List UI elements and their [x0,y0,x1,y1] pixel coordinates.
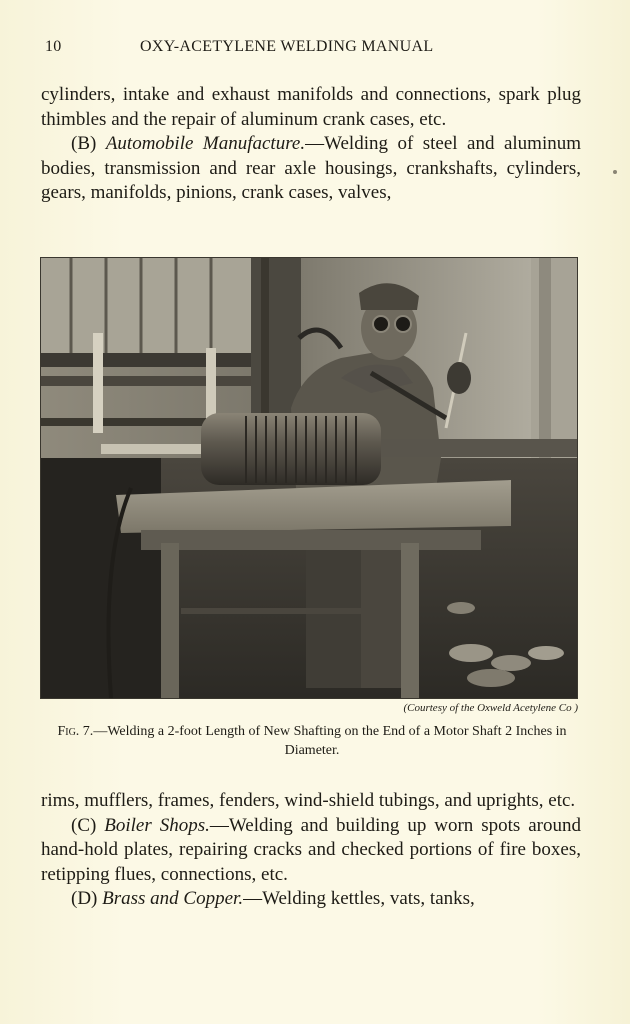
margin-mark [613,170,617,174]
running-head: OXY-ACETYLENE WELDING MANUAL [140,38,434,55]
page-header [45,38,590,60]
welding-photo-image [41,258,577,698]
paragraph-body: —Welding of steel and aluminum bodies, transmission and rear axle housings, crankshafts, cylinders, gears, manifolds, pinions, crank cases, valves, [41,133,582,204]
figure-caption-text: —Welding a 2-foot Length of New Shafting on the End of a Motor Shaft 2 Inches in Diameter. [93,724,567,758]
paragraph-body: —Welding and building up worn spots around hand-hold plates, repairing cracks and checked portions of fire boxes, retipping flues, connections, etc. [41,814,581,885]
paragraph-prefix: (D) [71,888,103,910]
figure-label: Fig. 7. [57,724,94,739]
paragraph-prefix: (B) [71,133,106,155]
paragraph-automobile-manufacture [41,132,581,206]
bottom-text-block [41,789,581,912]
paragraph-continuation-rims: rims, mufflers, frames, fenders, wind-shield tubings, and uprights, etc. [41,790,576,811]
paragraph-heading: Brass and Copper. [102,888,244,910]
paragraph-continuation: cylinders, intake and exhaust manifolds and connections, spark plug thimbles and the repair of aluminum crank cases, etc. [41,84,581,130]
figure-photo-welding [40,257,578,699]
paragraph-body: —Welding kettles, vats, tanks, [243,888,475,910]
paragraph-heading: Automobile Manufacture. [105,133,306,155]
paragraph-heading: Boiler Shops. [104,814,210,836]
paragraph-prefix: (C) [71,814,105,836]
paragraph-brass-and-copper [41,887,581,912]
figure-caption [42,722,582,760]
page-number: 10 [45,38,62,55]
figure-credit: (Courtesy of the Oxweld Acetylene Co ) [403,702,578,714]
top-text-block [41,83,581,206]
paragraph-boiler-shops [41,814,581,888]
